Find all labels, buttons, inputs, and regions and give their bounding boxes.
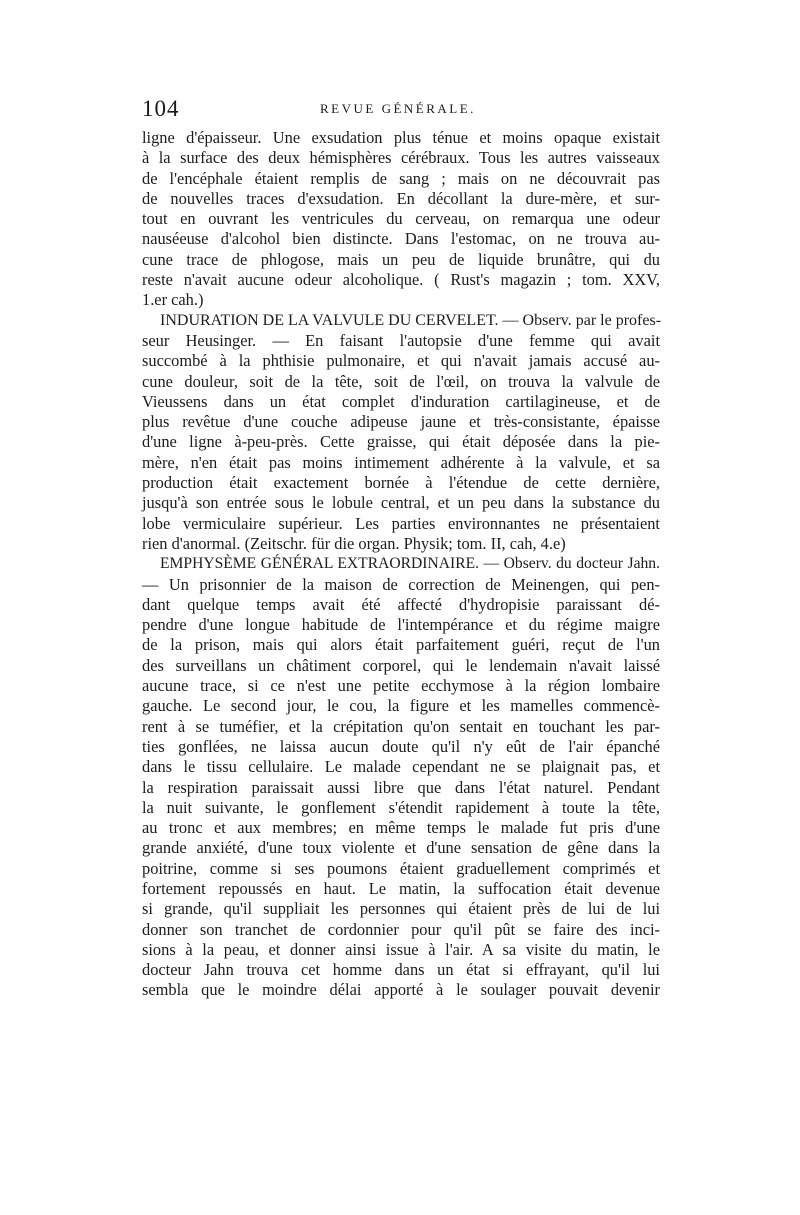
text-line: de la prison, mais qui alors était parfaitement guéri, reçut de l'un [142,635,660,655]
text-line: cune douleur, soit de la tête, soit de l'œil, on trouva la valvule de [142,371,660,391]
text-line: sions à la peau, et donner ainsi issue à l'air. A sa visite du matin, le [142,939,660,959]
text-line: docteur Jahn trouva cet homme dans un état si effrayant, qu'il lui [142,960,660,980]
text-line: lobe vermiculaire supérieur. Les parties environnantes ne présentaient [142,513,660,533]
text-line: succombé à la phthisie pulmonaire, et qui n'avait jamais accusé au- [142,351,660,371]
text-line: dans le tissu cellulaire. Le malade cependant ne se plaignait pas, et [142,757,660,777]
text-line: seur Heusinger. — En faisant l'autopsie d'une femme qui avait [142,330,660,350]
text-line: la respiration paraissait aussi libre que dans l'état naturel. Pendant [142,777,660,797]
page-number: 104 [142,96,180,121]
text-line: nauséeuse d'alcohol bien distincte. Dans l'estomac, on ne trouva au- [142,229,660,249]
text-line: aucune trace, si ce n'est une petite ecchymose à la région lombaire [142,676,660,696]
text-line: grande anxiété, d'une toux violente et d'une sensation de gêne dans la [142,838,660,858]
text-line: plus revêtue d'une couche adipeuse jaune et très-consistante, épaisse [142,412,660,432]
text-line: d'une ligne à-peu-près. Cette graisse, qui était déposée dans la pie- [142,432,660,452]
text-line: rien d'anormal. (Zeitschr. für die organ. Physik; tom. II, cah, 4.e) [142,533,566,553]
text-line: à la surface des deux hémisphères cérébraux. Tous les autres vaisseaux [142,148,660,168]
text-line: sembla que le moindre délai apporté à le soulager pouvait devenir [142,980,660,1000]
text-line: mère, n'en était pas moins intimement adhérente à la valvule, et sa [142,452,660,472]
text-line: dant quelque temps avait été affecté d'hydropisie paraissant dé- [142,594,660,614]
text-line: donner son tranchet de cordonnier pour qu'il pût se faire des inci- [142,919,660,939]
text-line: fortement repoussés en haut. Le matin, la suffocation était devenue [142,878,660,898]
section-heading-line: EMPHYSÈME GÉNÉRAL EXTRAORDINAIRE. — Observ. du docteur Jahn. [160,555,660,573]
text-line: de l'encéphale étaient remplis de sang ; mais on ne découvrait pas [142,168,660,188]
text-line: ties gonflées, ne laissa aucun doute qu'il n'y eût de l'air épanché [142,736,660,756]
text-line: reste n'avait aucune odeur alcoholique. ( Rust's magazin ; tom. XXV, [142,270,660,290]
text-line: au tronc et aux membres; en même temps le malade fut pris d'une [142,818,660,838]
text-line: production était exactement bornée à l'étendue de cette dernière, [142,473,660,493]
text-line: Vieussens dans un état complet d'induration cartilagineuse, et de [142,391,660,411]
text-line: rent à se tuméfier, et la crépitation qu'on sentait en touchant les par- [142,716,660,736]
text-line: tout en ouvrant les ventricules du cerveau, on remarqua une odeur [142,209,660,229]
text-line: pendre d'une longue habitude de l'intempérance et du régime maigre [142,615,660,635]
body-text [142,128,660,1001]
text-line: si grande, qu'il suppliait les personnes qui étaient près de lui de lui [142,899,660,919]
section-heading-line: INDURATION DE LA VALVULE DU CERVELET. — Observ. par le profes- [160,311,662,329]
text-line: de nouvelles traces d'exsudation. En décollant la dure-mère, et sur- [142,188,660,208]
text-line: la nuit suivante, le gonflement s'étendit rapidement à toute la tête, [142,797,660,817]
text-line: cune trace de phlogose, mais un peu de liquide brunâtre, qui du [142,249,660,269]
text-line: poitrine, comme si ses poumons étaient graduellement comprimés et [142,858,660,878]
text-line: — Un prisonnier de la maison de correction de Meinengen, qui pen- [142,574,660,594]
page-header [142,96,660,126]
text-line: jusqu'à son entrée sous le lobule central, et un peu dans la substance du [142,493,660,513]
text-line: des surveillans un châtiment corporel, qui le lendemain n'avait laissé [142,655,660,675]
text-line: 1.er cah.) [142,290,204,310]
running-head: REVUE GÉNÉRALE. [320,101,476,116]
text-line: gauche. Le second jour, le cou, la figure et les mamelles commencè- [142,696,660,716]
text-line: ligne d'épaisseur. Une exsudation plus ténue et moins opaque existait [142,128,660,147]
